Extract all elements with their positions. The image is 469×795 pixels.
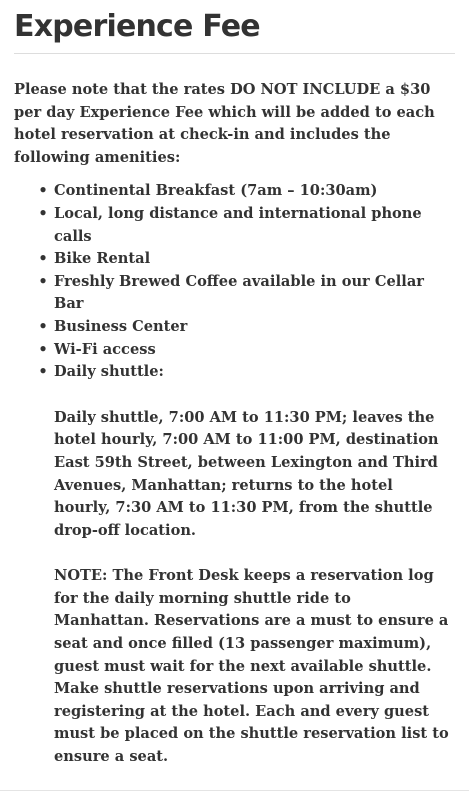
bullet-icon: • [38,204,48,222]
bullet-icon: • [38,272,48,290]
bullet-icon: • [38,340,48,358]
shuttle-note-paragraph: NOTE: The Front Desk keeps a reservation log for the daily morning shuttle ride to Manhattan. Reservations are a must to ensure a seat and once filled (13 passenger maximum), guest must wait for the next available shuttle. Make shuttle reservations upon arriving and registering at the hotel. Each and every guest must be placed on the shuttle reservation list to ensure a seat. [54,567,449,766]
amenity-label: Wi-Fi access [54,340,156,358]
list-item [14,361,446,384]
bullet-icon: • [38,317,48,335]
section-title: Experience Fee [14,9,260,44]
bullet-icon: • [38,363,48,381]
list-item [14,248,446,271]
amenity-label: Bike Rental [54,250,151,268]
bullet-icon: • [38,250,48,268]
amenity-label: Freshly Brewed Coffee available in our Cellar Bar [54,272,424,313]
shuttle-schedule-paragraph: Daily shuttle, 7:00 AM to 11:30 PM; leaves the hotel hourly, 7:00 AM to 11:00 PM, destination East 59th Street, between Lexington and Third Avenues, Manhattan; returns to the hotel hourly, 7:30 AM to 11:30 PM, from the shuttle drop-off location. [54,408,439,539]
list-item [14,316,446,339]
list-item [14,180,446,203]
bullet-icon: • [38,182,48,200]
amenity-label: Local, long distance and international phone calls [54,204,422,245]
title-divider [14,53,455,54]
amenities-list [14,180,455,383]
intro-paragraph: Please note that the rates DO NOT INCLUDE a $30 per day Experience Fee which will be added to each hotel reservation at check-in and includes the following amenities: [14,81,435,166]
bottom-divider [0,790,469,791]
list-item [14,271,446,316]
amenity-label: Business Center [54,317,188,335]
list-item [14,339,446,362]
amenity-label: Daily shuttle: [54,363,164,381]
list-item [14,203,446,248]
amenity-label: Continental Breakfast (7am – 10:30am) [54,182,378,200]
shuttle-details [14,407,450,769]
